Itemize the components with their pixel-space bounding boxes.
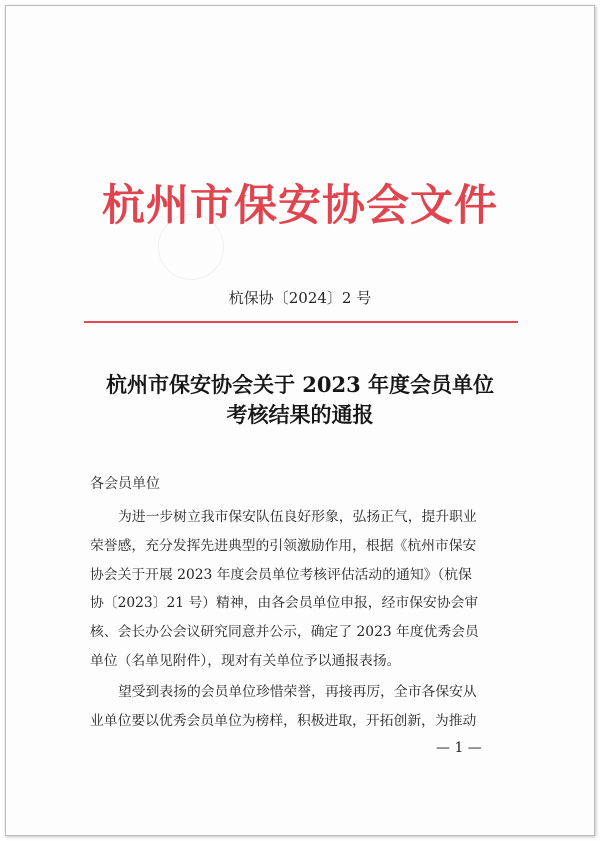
paragraph-line: 望受到表扬的会员单位珍惜荣誉，再接再厉，全市各保安从 xyxy=(118,684,477,700)
salutation: 各会员单位 xyxy=(90,476,160,492)
paragraph-line: 荣誉感，充分发挥先进典型的引领激励作用，根据《杭州市保安 xyxy=(90,537,477,554)
paragraph-line: 为进一步树立我市保安队伍良好形象，弘扬正气，提升职业 xyxy=(118,509,477,525)
paragraph-line: 协〔2023〕21 号）精神，由各会员单位申报，经市保安协会审 xyxy=(90,595,479,612)
body-paragraph-1 xyxy=(90,503,510,676)
notice-title-line-2: 考核结果的通报 xyxy=(226,402,374,427)
paragraph-line: 核、会长办公会议研究同意并公示，确定了 2023 年度优秀会员 xyxy=(90,624,479,641)
paragraph-line: 协会关于开展 2023 年度会员单位考核评估活动的通知》（杭保 xyxy=(90,566,472,583)
paragraph-line: 单位（名单见附件），现对有关单位予以通报表扬。 xyxy=(90,652,401,669)
page-number: — 1 — xyxy=(436,740,482,756)
body-paragraph-2 xyxy=(90,678,510,736)
document-number: 杭保协〔2024〕2 号 xyxy=(228,289,372,307)
document-header-title: 杭州市保安协会文件 xyxy=(102,181,498,231)
notice-title xyxy=(60,370,540,430)
paragraph-line: 业单位要以优秀会员单位为榜样，积极进取，开拓创新，为推动 xyxy=(90,712,477,729)
notice-title-line-1: 杭州市保安协会关于 2023 年度会员单位 xyxy=(105,372,495,397)
red-separator-line xyxy=(84,321,518,323)
